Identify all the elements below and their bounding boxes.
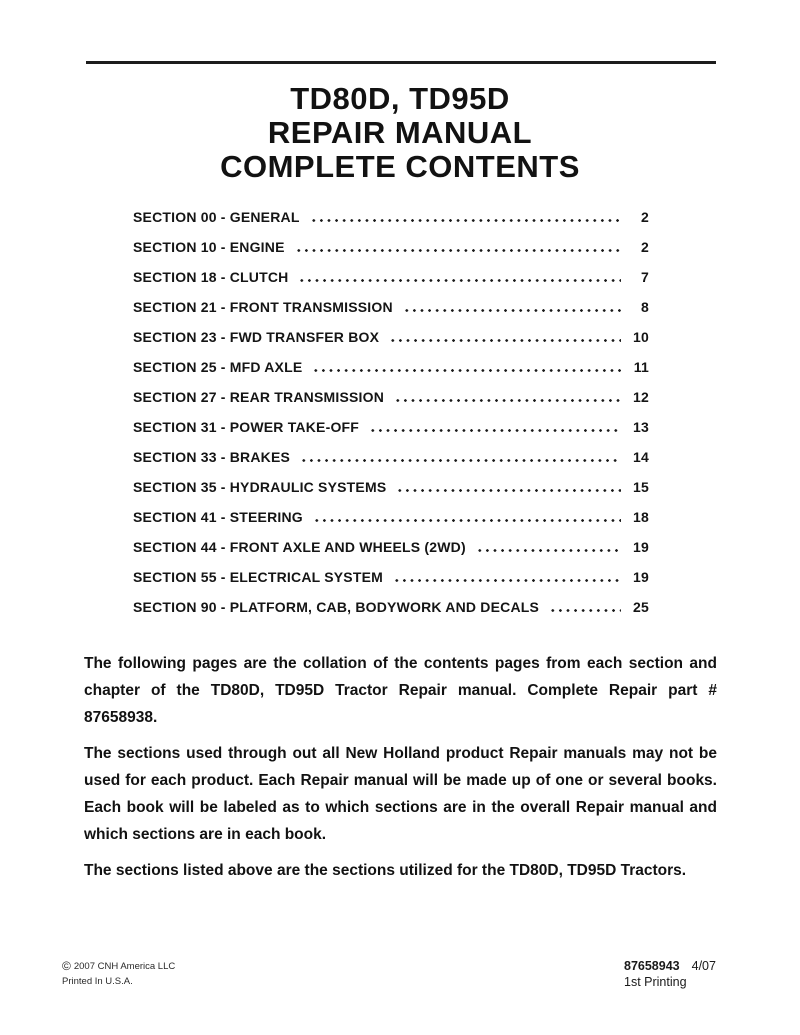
toc-label: SECTION 10 - ENGINE: [133, 239, 285, 255]
toc-label: SECTION 31 - POWER TAKE-OFF: [133, 419, 360, 435]
dot-leader: [394, 399, 621, 402]
toc-page-number: 25: [633, 599, 649, 615]
dot-leader: [300, 459, 621, 462]
dot-leader: [396, 489, 621, 492]
toc-label: SECTION 44 - FRONT AXLE AND WHEELS (2WD): [133, 539, 466, 555]
dot-leader: [310, 219, 621, 222]
toc-row-section-21: [133, 300, 649, 314]
toc-row-section-90: [133, 600, 649, 614]
toc-label: SECTION 27 - REAR TRANSMISSION: [133, 389, 385, 405]
dot-leader: [389, 339, 621, 342]
title-line-complete-contents: COMPLETE CONTENTS: [220, 149, 580, 184]
toc-page-number: 2: [641, 239, 649, 255]
printing-edition: 1st Printing: [624, 975, 687, 989]
toc-row-section-31: [133, 420, 649, 434]
footer-copyright: [62, 959, 175, 989]
dot-leader: [549, 609, 621, 612]
dot-leader: [298, 279, 621, 282]
toc-row-section-23: [133, 330, 649, 344]
paragraph-sections-usage: The sections used through out all New Holland product Repair manuals may not be used for each product. Each Repair manual will be made up of one or several books. Each book will be labeled as to which sections are in the overall Repair manual and which sections are in each book.: [84, 745, 717, 843]
toc-page-number: 2: [641, 209, 649, 225]
toc-page-number: 12: [633, 389, 649, 405]
table-of-contents: [133, 210, 649, 630]
toc-row-section-18: [133, 270, 649, 284]
toc-label: SECTION 25 - MFD AXLE: [133, 359, 303, 375]
toc-page-number: 15: [633, 479, 649, 495]
toc-row-section-27: [133, 390, 649, 404]
page-title: [0, 82, 800, 184]
dot-leader: [393, 579, 621, 582]
paragraph-collation: The following pages are the collation of the contents pages from each section and chapter of the TD80D, TD95D Tractor Repair manual. Complete Repair part # 87658938.: [84, 655, 717, 726]
toc-row-section-41: [133, 510, 649, 524]
toc-page-number: 11: [633, 359, 649, 375]
title-line-models: TD80D, TD95D: [290, 81, 510, 116]
toc-label: SECTION 35 - HYDRAULIC SYSTEMS: [133, 479, 387, 495]
paragraph-sections-listed: The sections listed above are the sections utilized for the TD80D, TD95D Tractors.: [84, 862, 687, 879]
toc-row-section-35: [133, 480, 649, 494]
revision-date: 4/07: [691, 959, 716, 973]
toc-label: SECTION 90 - PLATFORM, CAB, BODYWORK AND DECALS: [133, 599, 540, 615]
toc-label: SECTION 41 - STEERING: [133, 509, 303, 525]
toc-label: SECTION 18 - CLUTCH: [133, 269, 289, 285]
toc-label: SECTION 55 - ELECTRICAL SYSTEM: [133, 569, 383, 585]
toc-page-number: 18: [633, 509, 649, 525]
toc-row-section-44: [133, 540, 649, 554]
toc-page-number: 7: [641, 269, 649, 285]
toc-row-section-55: [133, 570, 649, 584]
toc-page-number: 10: [633, 329, 649, 345]
title-line-repair-manual: REPAIR MANUAL: [267, 115, 533, 150]
copyright-line: [62, 959, 175, 974]
dot-leader: [403, 309, 621, 312]
printed-in-usa: Printed In U.S.A.: [62, 976, 133, 987]
toc-page-number: 8: [641, 299, 649, 315]
toc-label: SECTION 21 - FRONT TRANSMISSION: [133, 299, 393, 315]
dot-leader: [369, 429, 621, 432]
toc-page-number: 19: [633, 539, 649, 555]
body-paragraphs: [84, 650, 717, 884]
footer-part-info: [624, 958, 716, 990]
dot-leader: [313, 519, 621, 522]
toc-row-section-25: [133, 360, 649, 374]
toc-row-section-10: [133, 240, 649, 254]
toc-page-number: 13: [633, 419, 649, 435]
toc-page-number: 19: [633, 569, 649, 585]
part-number: 87658943: [624, 959, 680, 973]
toc-row-section-00: [133, 210, 649, 224]
top-horizontal-rule: [86, 61, 716, 64]
dot-leader: [295, 249, 621, 252]
dot-leader: [476, 549, 621, 552]
toc-label: SECTION 23 - FWD TRANSFER BOX: [133, 329, 380, 345]
toc-page-number: 14: [633, 449, 649, 465]
toc-label: SECTION 00 - GENERAL: [133, 209, 300, 225]
toc-row-section-33: [133, 450, 649, 464]
part-number-line: [624, 958, 716, 974]
copyright-symbol: ©: [62, 959, 71, 973]
copyright-text: 2007 CNH America LLC: [73, 961, 176, 972]
dot-leader: [312, 369, 621, 372]
toc-label: SECTION 33 - BRAKES: [133, 449, 291, 465]
